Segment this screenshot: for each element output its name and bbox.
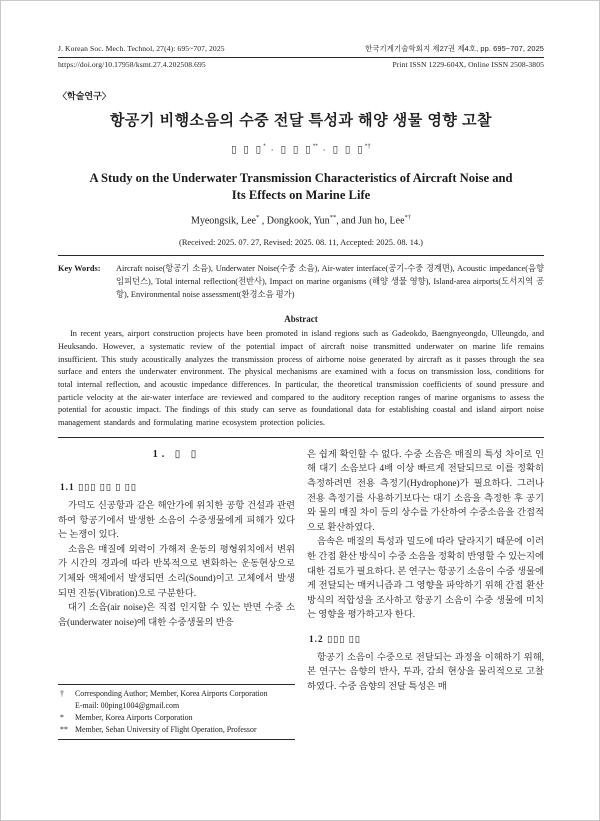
submission-dates: (Received: 2025. 07. 27, Revised: 2025. 08. 11, Accepted: 2025. 08. 14.) [179, 237, 423, 247]
keywords-top-divider [58, 255, 544, 256]
keywords-label: Key Words: [58, 263, 101, 273]
author-en-1: Myeongsik, Lee [190, 215, 256, 227]
body-paragraph: 음속은 매질의 특성과 밀도에 따라 달라지기 때문에 이러한 간접 환산 방식이 수중 소음을 정확히 반영할 수 있는지에 대한 검토가 필요하다. 본 연구는 항공기 소음이 수중 생물에게 전달되는 매커니즘과 그 영향을 파악하기 위해 간접 환산 방식의 적합성을 조사하고 항공기 소음이 수중 생물에 미치는 영향을 평가하고자 한다. [307, 537, 544, 621]
author-ko-1: ▯ ▯ ▯ [231, 144, 264, 156]
issn-text: Print ISSN 1229-604X, Online ISSN 2508-3805 [392, 60, 544, 69]
double-asterisk-marker: ** [60, 724, 68, 734]
asterisk-marker: * [60, 712, 64, 722]
authors-korean [58, 143, 544, 155]
author-en-separator: , and Jun ho, Lee [336, 215, 405, 227]
body-paragraph: 대기 소음(air noise)은 직접 인지할 수 있는 반면 수중 소음(underwater noise)에 대한 수중생물의 반응 [58, 603, 295, 628]
journal-header-row-1 [58, 41, 544, 57]
footnote-member-1 [58, 712, 295, 724]
title-korean: 항공기 비행소음의 수중 전달 특성과 해양 생물 영향 고찰 [109, 112, 493, 129]
title-english-line-2: Its Effects on Marine Life [231, 188, 371, 203]
subsection-1-1-heading: 1.1 ▯▯▯ ▯▯ ▯ ▯▯ [60, 483, 137, 494]
body-paragraph: 소음은 매질에 외력이 가해져 운동의 평형위치에서 변위가 시간의 경과에 따라 반복적으로 변화하는 운동현상으로 기체와 액체에서 발생되면 소리(Sound)이고 고체에서 발생되면 진동(Vibration)으로 구분한다. [58, 544, 295, 599]
author-en-1-marker: * [255, 214, 260, 222]
author-en-separator: , Dongkook, Yun [259, 215, 330, 227]
author-separator: · [265, 144, 281, 156]
journal-citation: J. Korean Soc. Mech. Technol, 27(4): 695~707, 2025 [58, 44, 225, 53]
footnote-text: Member, Sehan University of Flight Operation, Professor [75, 724, 257, 734]
keywords-block [58, 262, 544, 302]
footnote-corresponding-author [58, 688, 295, 700]
abstract-heading: Abstract [284, 314, 318, 325]
abstract-text: In recent years, airport construction projects have been promoted in island regions such as Gadeokdo, Baengnyeongdo, Ulleungdo, and Heuksando. However, a systematic review of the potential impact of aircraft noise transmitted underwater on marine life remains insufficient. This study acoustically analyzes the transmission process of airborne noise generated by aircraft as it passes through the sea surface and enters the underwater environment. The physical mechanisms are examined with a focus on transmission loss, conditions for total internal reflection, and acoustic impedance differences. In particular, the theoretical transmission coefficients of sound pressure and particle velocity at the air-water interface are reviewed and compared to the auditory reception ranges of marine organisms to assess the potential for acoustic impact. The findings of this study can serve as foundational data for establishing coastal and island airport noise management standards and formulating marine ecosystem protection policies. [58, 329, 544, 428]
footnote-text: Corresponding Author; Member, Korea Airports Corporation [75, 688, 268, 698]
section-1-heading: 1. ▯ ▯ [152, 448, 201, 460]
subsection-1-2-heading: 1.2 ▯▯▯ ▯▯ [309, 635, 361, 646]
journal-citation-korean: 한국기계기술학회지 제27권 제4호, pp. 695~707, 2025 [365, 44, 544, 53]
author-ko-2-marker: ** [312, 143, 318, 150]
author-ko-3-marker: *† [364, 143, 371, 150]
footnote-email[interactable]: E-mail: 00ping1004@gmail.com [75, 700, 180, 710]
right-column [307, 448, 544, 740]
journal-header [58, 41, 544, 72]
body-paragraph: 은 쉽게 확인할 수 없다. 수중 소음은 매질의 특성 차이로 인해 대기 소음보다 4배 이상 빠르게 전달되므로 이를 정확히 측정하려면 전용 측정기(Hydrophone)가 필요하다. 그러나 전용 측정기를 사용하기보다는 대기 소음을 측정한 후 공기와 물의 매질 차이 등의 상수를 가산하여 수중소음을 간접적으로 환산하였다. [307, 449, 544, 533]
dagger-marker: † [60, 688, 64, 698]
article-type-label: 〈학술연구〉 [58, 91, 111, 101]
authors-english [58, 214, 544, 226]
title-english [58, 170, 544, 204]
left-column [58, 448, 295, 740]
title-english-line-1: A Study on the Underwater Transmission Characteristics of Aircraft Noise and [89, 171, 513, 186]
author-ko-3: ▯ ▯ ▯ [332, 144, 365, 156]
author-en-2-marker: ** [329, 214, 337, 222]
author-ko-1-marker: * [263, 143, 266, 150]
author-separator: · [317, 144, 333, 156]
footnote-member-2 [58, 724, 295, 736]
footnote-text: Member, Korea Airports Corporation [75, 712, 193, 722]
abstract-bottom-divider [58, 437, 544, 438]
keywords-text: Aircraft noise(항공기 소음), Underwater Noise(수중 소음), Air-water interface(공기-수중 경계면), Acoustic impedance(음향 임피던스), Total internal reflection(전반사), Impact on marine organisms (해양 생물 영향), Island-area airports(도서지역 공항), Environmental noise assessment(환경소음 평가) [116, 263, 544, 300]
journal-header-row-2 [58, 58, 544, 72]
doi-link[interactable]: https://doi.org/10.17958/ksmt.27.4.202508.695 [58, 60, 206, 69]
author-en-3-marker: *† [404, 214, 412, 222]
footnote-block [58, 684, 295, 740]
body-paragraph: 가덕도 신공항과 같은 해안가에 위치한 공항 건설과 관련하여 항공기에서 발생한 소음이 수중생물에게 피해가 있다는 논쟁이 있다. [58, 501, 295, 541]
author-ko-2: ▯ ▯ ▯ [280, 144, 313, 156]
body-columns [58, 448, 544, 740]
body-paragraph: 항공기 소음이 수중으로 전달되는 과정을 이해하기 위해, 본 연구는 음향의 반사, 투과, 감쇠 현상을 물리적으로 고찰하였다. 수중 음향의 전달 특성은 매 [307, 652, 544, 692]
